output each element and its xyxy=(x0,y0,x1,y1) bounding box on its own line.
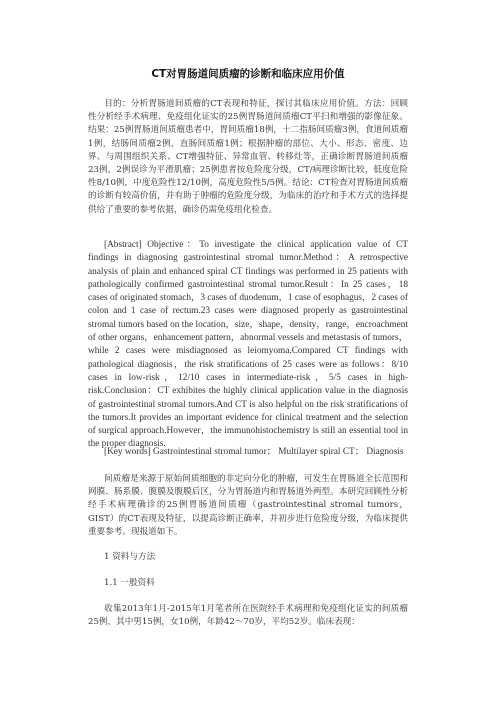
section-heading-1 xyxy=(88,551,408,564)
document-title: CT对胃肠道间质瘤的诊断和临床应用价值 xyxy=(151,68,345,80)
abstract-english-text: [Abstract] Objective：To investigate the clinical application value of CT findings in diagnosing gastrointestinal stromal tumor.Method：A retrospective analysis of plain and enhanced spiral CT findings was performed in 25 patients with pathologically confirmed gastrointestinal stromal tumor.Result：In 25 cases，18 cases of originated stomach，3 cases of duodenum，1 case of esophagus，2 cases of colon and 1 case of rectum.23 cases were diagnosed properly as gastrointestinal stromal tumors based on the location，size，shape，density，range，encroachment of other organs，enhancement pattern，abnormal vessels and metastasis of tumors，while 2 cases were misdiagnosed as leiomyoma.Compared CT findings with pathological diagnosis，the risk stratifications of 25 cases were as follows：8/10 cases in low-risk，12/10 cases in intermediate-risk，5/5 cases in high-risk.Conclusion：CT exhibites the highly clinical application value in the diagnosis of gastrointestinal stromal tumors.And CT is also helpful on the risk stratifications of the tumors.It provides an important evidence for clinical treatment and the selection of surgical approach.However，the immunohistochemistry is still an essential tool in the proper diagnosis. xyxy=(88,240,408,450)
keywords-english-text: [Key words] Gastrointestinal stromal tumor； Multilayer spiral CT； Diagnosis xyxy=(104,447,404,457)
general-info-paragraph xyxy=(88,603,408,629)
abstract-english xyxy=(88,239,408,452)
introduction-text: 间质瘤是来源于原始间质细胞的非定向分化的肿瘤，可发生在胃肠道全长范围和网膜、肠系膜、腹膜及腹膜后区，分为胃肠道内和胃肠道外两型。本研究回顾性分析经手术病理确诊的25例胃肠道间质瘤（gastrointestinal stromal tumors，GIST）的CT表现及特征，以提高诊断正确率，并初步进行危险度分级，为临床提供重要参考。现报道如下。 xyxy=(88,474,408,537)
abstract-chinese-text: 目的：分析胃肠道间质瘤的CT表现和特征，探讨其临床应用价值。方法：回顾性分析经手术病理、免疫组化证实的25例胃肠道间质瘤CT平扫和增强的影像征象。结果：25例胃肠道间质瘤患者中，胃间质瘤18例，十二指肠间质瘤3例，食道间质瘤1例，结肠间质瘤2例，直肠间质瘤1例；根据肿瘤的部位、大小、形态、密度、边界、与周围组织关系、CT增强特征、异常血管、转移灶等，正确诊断胃肠道间质瘤23例，2例误诊为平滑肌瘤；25例患者按危险度分级，CT/病理诊断比较，低度危险性8/10例，中度危险性12/10例，高度危险性5/5例。结论：CT检查对胃肠道间质瘤的诊断有较高价值，并有助于肿瘤的危险度分级，为临床的治疗和手术方式的选择提供给了重要的参考依据，确诊仍需免疫组化检查。 xyxy=(88,99,408,215)
section-heading-1-text: 1 资料与方法 xyxy=(104,552,156,562)
general-info-text: 收集2013年1月-2015年1月笔者所在医院经手术病理和免疫组化证实的间质瘤25例，其中男15例，女10例，年龄42～70岁，平均52岁。临床表现： xyxy=(88,604,408,628)
keywords-english xyxy=(88,446,408,459)
introduction-paragraph xyxy=(88,473,408,539)
section-heading-1-1-text: 1.1 一般资料 xyxy=(104,578,155,588)
abstract-chinese xyxy=(88,98,408,217)
section-heading-1-1 xyxy=(88,577,408,590)
